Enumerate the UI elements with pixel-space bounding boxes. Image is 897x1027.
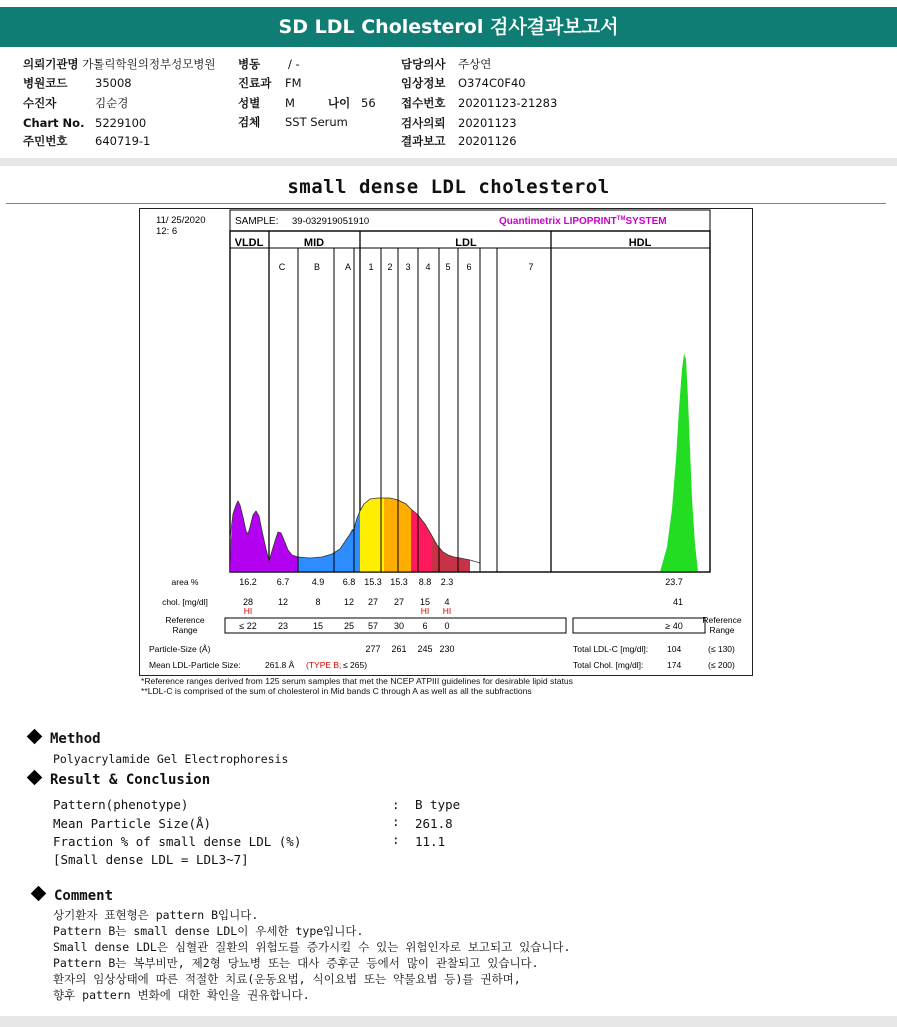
info-label: 수진자 xyxy=(23,96,57,110)
info-value: SST Serum xyxy=(285,115,348,129)
chol-value: 28 xyxy=(242,597,254,607)
info-label: 병원코드 xyxy=(23,76,68,90)
info-chart-no xyxy=(23,116,147,130)
info-label: 임상정보 xyxy=(401,76,446,90)
plot-frame xyxy=(230,231,710,572)
info-label: 의뢰기관명 xyxy=(23,57,79,71)
total-ldl-label: Total LDL-C [mg/dl]: xyxy=(573,644,649,654)
info-value: / - xyxy=(288,57,300,71)
band-label: B xyxy=(313,262,321,272)
info-clinical xyxy=(401,76,526,90)
info-hospital-code xyxy=(23,76,132,90)
method-heading-text: Method xyxy=(50,731,101,747)
diamond-bullet-icon xyxy=(31,886,47,902)
band-label: 7 xyxy=(528,262,534,272)
brand-name xyxy=(499,216,667,227)
lipoprint-fraction-fill xyxy=(269,532,300,572)
total-chol-ref: (≤ 200) xyxy=(708,660,735,670)
chol-value: 4 xyxy=(444,597,450,607)
info-label: 담당의사 xyxy=(401,57,446,71)
area-value: 16.2 xyxy=(239,577,257,587)
footer-band xyxy=(0,1016,897,1027)
info-patient xyxy=(23,96,129,110)
info-resident-no xyxy=(23,134,151,148)
section-title: small dense LDL cholesterol xyxy=(287,176,610,198)
lipoprint-fraction-fill xyxy=(298,529,354,572)
info-value: 56 xyxy=(361,96,376,110)
chol-flag: HI xyxy=(420,606,430,616)
figure-date: 11/ 25/2020 xyxy=(156,215,206,226)
band-label: 1 xyxy=(368,262,374,272)
band-label: 6 xyxy=(466,262,472,272)
band-label: 3 xyxy=(405,262,411,272)
sample-label: SAMPLE: xyxy=(235,216,279,227)
info-label: 주민번호 xyxy=(23,134,68,148)
group-label-vldl: VLDL xyxy=(234,237,264,249)
total-chol-value: 174 xyxy=(667,660,682,670)
lipoprint-fraction-fill xyxy=(432,536,470,572)
row-label-particle: Particle-Size (Å) xyxy=(149,644,211,654)
ref-value: 15 xyxy=(312,621,324,631)
info-request-date xyxy=(401,116,517,130)
result-sep: : xyxy=(392,814,400,829)
diamond-bullet-icon xyxy=(27,729,43,745)
hdl-ref-value: ≥ 40 xyxy=(665,621,683,631)
footnotes xyxy=(141,677,573,696)
lipoprint-figure xyxy=(139,208,753,676)
ref-value: 23 xyxy=(277,621,289,631)
band-label: 5 xyxy=(445,262,451,272)
chol-flag: HI xyxy=(442,606,452,616)
info-value: 20201126 xyxy=(458,134,517,148)
report-title: SD LDL Cholesterol 검사결과보고서 xyxy=(0,7,897,47)
info-receipt-no xyxy=(401,96,558,110)
lipoprint-fraction-fill xyxy=(360,498,384,572)
comment-line: Pattern B는 small dense LDL이 우세한 type입니다. xyxy=(53,924,364,938)
chol-value: 12 xyxy=(277,597,289,607)
lipoprint-fraction-fill xyxy=(411,509,432,572)
ref-right-label-1: Reference xyxy=(702,615,742,625)
info-requesting-hospital xyxy=(23,57,216,71)
total-ldl-value: 104 xyxy=(667,644,682,654)
info-value: 20201123 xyxy=(458,116,517,130)
particle-size-value: 230 xyxy=(439,644,455,654)
band-label: 2 xyxy=(387,262,393,272)
info-ward xyxy=(238,57,300,71)
group-label-mid: MID xyxy=(303,237,325,249)
info-value: 35008 xyxy=(95,76,132,90)
result-sep: : xyxy=(392,832,400,847)
ref-value: ≤ 22 xyxy=(239,621,257,631)
header-divider xyxy=(0,158,897,166)
chol-value: 15 xyxy=(419,597,431,607)
band-label: C xyxy=(278,262,286,272)
info-value: 가톨릭학원의정부성모병원 xyxy=(82,57,216,71)
info-value: 20201123-21283 xyxy=(458,96,558,110)
info-value: 김순경 xyxy=(95,96,129,110)
info-age xyxy=(328,96,376,110)
info-value: FM xyxy=(285,76,302,90)
diamond-bullet-icon xyxy=(27,770,43,786)
info-label: 진료과 xyxy=(238,76,272,90)
area-value: 6.7 xyxy=(276,577,290,587)
mean-size-type: (TYPE B; xyxy=(306,660,342,670)
particle-size-value: 277 xyxy=(365,644,381,654)
lipoprint-svg xyxy=(140,209,754,677)
mean-size-value: 261.8 Å xyxy=(265,660,295,670)
info-value: 640719-1 xyxy=(95,134,151,148)
section-divider xyxy=(6,203,886,204)
footnote: **LDL-C is comprised of the sum of cholesterol in Mid bands C through A as well as all the subfractions xyxy=(141,685,532,696)
ref-right-label-2: Range xyxy=(709,625,735,635)
chol-value: 27 xyxy=(367,597,379,607)
method-heading xyxy=(29,731,101,747)
lipoprint-fraction-fill xyxy=(660,354,698,572)
result-label: Mean Particle Size(Å) xyxy=(53,816,212,831)
info-sex xyxy=(238,96,295,110)
mean-size-label: Mean LDL-Particle Size: xyxy=(149,660,241,670)
info-value: O374C0F40 xyxy=(458,76,526,90)
ref-value: 6 xyxy=(422,621,428,631)
area-value: 2.3 xyxy=(440,577,454,587)
sample-id: 39-032919051910 xyxy=(292,216,370,227)
result-label: Pattern(phenotype) xyxy=(53,797,189,812)
chol-value: 12 xyxy=(343,597,355,607)
comment-line: Pattern B는 복부비만, 제2형 당뇨병 또는 대사 증후군 등에서 많이 관찰되고 있습니다. xyxy=(53,956,539,970)
ref-value: 25 xyxy=(343,621,355,631)
chol-value: 27 xyxy=(393,597,405,607)
ref-box-hdl xyxy=(573,618,705,633)
info-label: Chart No. xyxy=(23,116,85,130)
mean-size-ref: ≤ 265) xyxy=(343,660,368,670)
info-department xyxy=(238,76,302,90)
info-label: 성별 xyxy=(238,96,261,110)
comment-line: 향후 pattern 변화에 대한 확인을 권유합니다. xyxy=(53,988,310,1002)
chol-value: 8 xyxy=(315,597,321,607)
lipoprint-fraction-fill xyxy=(354,511,360,572)
band-label: A xyxy=(344,262,352,272)
info-label: 결과보고 xyxy=(401,134,446,148)
total-ldl-ref: (≤ 130) xyxy=(708,644,735,654)
footnote: *Reference ranges derived from 125 serum samples that met the NCEP ATPIII guidelines for desirable lipid status xyxy=(141,676,573,686)
row-label-area: area % xyxy=(171,577,199,587)
info-value: 주상연 xyxy=(458,57,492,71)
particle-size-value: 245 xyxy=(417,644,433,654)
particle-size-value: 261 xyxy=(391,644,407,654)
chol-flag: HI xyxy=(243,606,253,616)
total-chol-label: Total Chol. [mg/dl]: xyxy=(573,660,644,670)
area-value: 6.8 xyxy=(342,577,356,587)
comment-heading-text: Comment xyxy=(54,888,114,904)
figure-time: 12: 6 xyxy=(156,226,178,237)
area-value: 15.3 xyxy=(364,577,382,587)
ref-value: 30 xyxy=(393,621,405,631)
comment-line: 환자의 임상상태에 따른 적절한 치료(운동요법, 식이요법 또는 약물요법 등)를 권하며, xyxy=(53,972,521,986)
info-value: 5229100 xyxy=(95,116,147,130)
result-label: Fraction % of small dense LDL (%) xyxy=(53,834,302,849)
info-report-date xyxy=(401,134,517,148)
info-label: 병동 xyxy=(238,57,261,71)
result-heading xyxy=(29,772,210,788)
hdl-chol-value: 41 xyxy=(672,597,684,607)
info-value: M xyxy=(285,96,295,110)
info-label: 접수번호 xyxy=(401,96,446,110)
result-heading-text: Result & Conclusion xyxy=(50,772,211,788)
ref-value: 0 xyxy=(444,621,450,631)
ref-value: 57 xyxy=(367,621,379,631)
band-label: 4 xyxy=(425,262,431,272)
comment-heading xyxy=(33,888,113,904)
info-specimen xyxy=(238,115,348,129)
hdl-area-value: 23.7 xyxy=(665,577,683,587)
row-label-chol: chol. [mg/dl] xyxy=(162,597,208,607)
area-value: 4.9 xyxy=(311,577,325,587)
info-physician xyxy=(401,57,492,71)
group-label-hdl: HDL xyxy=(628,237,652,249)
brand-suffix: SYSTEM xyxy=(625,216,667,227)
comment-line: 상기환자 표현형은 pattern B입니다. xyxy=(53,908,259,922)
group-label-ldl: LDL xyxy=(455,237,477,249)
result-value: 261.8 xyxy=(415,816,453,831)
area-value: 8.8 xyxy=(418,577,432,587)
result-value: 11.1 xyxy=(415,834,446,849)
info-label: 검사의뢰 xyxy=(401,116,446,130)
brand-text: Quantimetrix LIPOPRINT xyxy=(499,216,617,227)
row-label-ref-2: Range xyxy=(172,625,198,635)
info-label: 검체 xyxy=(238,115,261,129)
area-value: 15.3 xyxy=(390,577,408,587)
info-label: 나이 xyxy=(328,96,351,110)
lipoprint-curves xyxy=(230,248,710,654)
row-label-ref-1: Reference xyxy=(165,615,205,625)
result-value: B type xyxy=(415,797,461,812)
brand-tm: TM xyxy=(616,216,626,222)
comment-line: Small dense LDL은 심혈관 질환의 위험도를 증가시킬 수 있는 위험인자로 보고되고 있습니다. xyxy=(53,940,571,954)
method-text: Polyacrylamide Gel Electrophoresis xyxy=(53,752,289,766)
result-sep: : xyxy=(392,797,400,812)
result-note: [Small dense LDL = LDL3~7] xyxy=(53,852,249,867)
